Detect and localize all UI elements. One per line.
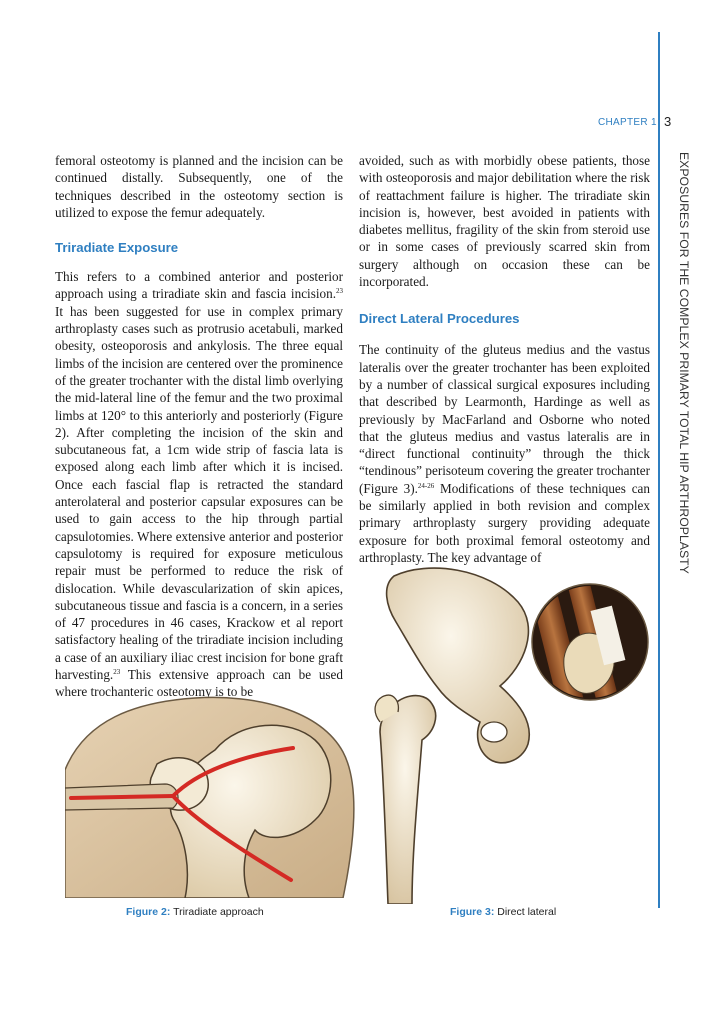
left-paragraph-2 (55, 268, 343, 700)
right-paragraph-2 (359, 341, 650, 566)
obturator-foramen (481, 722, 507, 742)
section-heading-triradiate: Triradiate Exposure (55, 240, 179, 256)
citation-23a: 23 (336, 287, 343, 296)
figure-2-caption-text: Triradiate approach (170, 906, 264, 918)
left-p2-part-c: This extensive approach can be used where trochanteric osteotomy is to be (55, 667, 343, 700)
section-heading-direct-lateral: Direct Lateral Procedures (359, 311, 520, 327)
right-paragraph-1: avoided, such as with morbidly obese patients, those with osteoporosis and major debilitation where the risk of reattachment failure is higher. The triradiate skin incision is, however, best avoided in patients with diabetes mellitus, fragility of the skin from steroid use or in some cases of previously scarred skin from surgery although on occasion these can be incorporated. (359, 153, 650, 290)
triradiate-incision-distal (71, 796, 173, 798)
figure-2-label: Figure 2: (126, 906, 171, 918)
figure-2-illustration (65, 680, 355, 898)
figure-3-caption (450, 906, 556, 918)
left-p2-part-b: It has been suggested for use in complex primary arthroplasty cases such as protrusio acetabuli, marked obesity, osteoporosis and ankylosis. The three equal limbs of the incision are centered over the prominence of the greater trochanter with the distal limb overlying the mid-lateral line of the femur and the two proximal limbs at 120° to this anteriorly and posteriorly (Figure 2). After completing the incision of the skin and subcutaneous fat, a 1cm wide strip of fascia lata is exposed along each limb after which it is incised. Once each fascial flap is retracted the standard anterolateral and posterior capsular exposures can be used to gain access to the hip through partial capsulotomies. Where extensive anterior and posterior capsulotomy is required for exposure meticulous repair must be performed to reduce the risk of dislocation. While devascularization of skin apices, subcutaneous tissue and fascia is a concern, in a series of 47 procedures in 46 cases, Krackow et al report satisfactory healing of the triradiate incision including a case of an auxiliary iliac crest incision for bone graft harvesting. (55, 303, 343, 683)
right-column (359, 152, 650, 566)
left-p2-part-a: This refers to a combined anterior and posterior approach using a triradiate skin and fascia incision. (55, 269, 343, 302)
running-title (673, 152, 693, 572)
chapter-label: CHAPTER 1 (598, 117, 657, 128)
running-title-text: EXPOSURES FOR THE COMPLEX PRIMARY TOTAL HIP ARTHROPLASTY (677, 152, 691, 574)
figure-3-caption-text: Direct lateral (494, 906, 557, 918)
left-column (55, 152, 343, 701)
figure-3-illustration (368, 562, 668, 904)
proximal-femur (380, 696, 436, 904)
right-p2-part-b: Modifications of these techniques can be similarly applied in both revision and complex primary arthroplasty surgery providing adequate exposure for both proximal femoral osteotomy and arthroplasty. The key advantage of (359, 480, 650, 565)
page-number: 3 (664, 114, 672, 129)
citation-23b: 23 (113, 668, 121, 677)
figure-3-label: Figure 3: (450, 906, 495, 918)
citation-24-26: 24-26 (417, 481, 435, 490)
figure-2-caption (126, 906, 264, 918)
left-paragraph-1: femoral osteotomy is planned and the incision can be continued distally. Subsequently, one of the techniques described in the osteotomy section is utilized to expose the femur adequately. (55, 153, 343, 220)
right-p2-part-a: The continuity of the gluteus medius and the vastus lateralis over the greater trochanter has been exploited by a number of classical surgical exposures including that described by Learmonth, Hardinge as well as previously by MacFarland and Osborne who noted that the gluteus medius and vastus lateralis are in “direct functional continuity” through the thick “tendinous” perisoteum covering the greater trochanter (Figure 3). (359, 342, 650, 496)
